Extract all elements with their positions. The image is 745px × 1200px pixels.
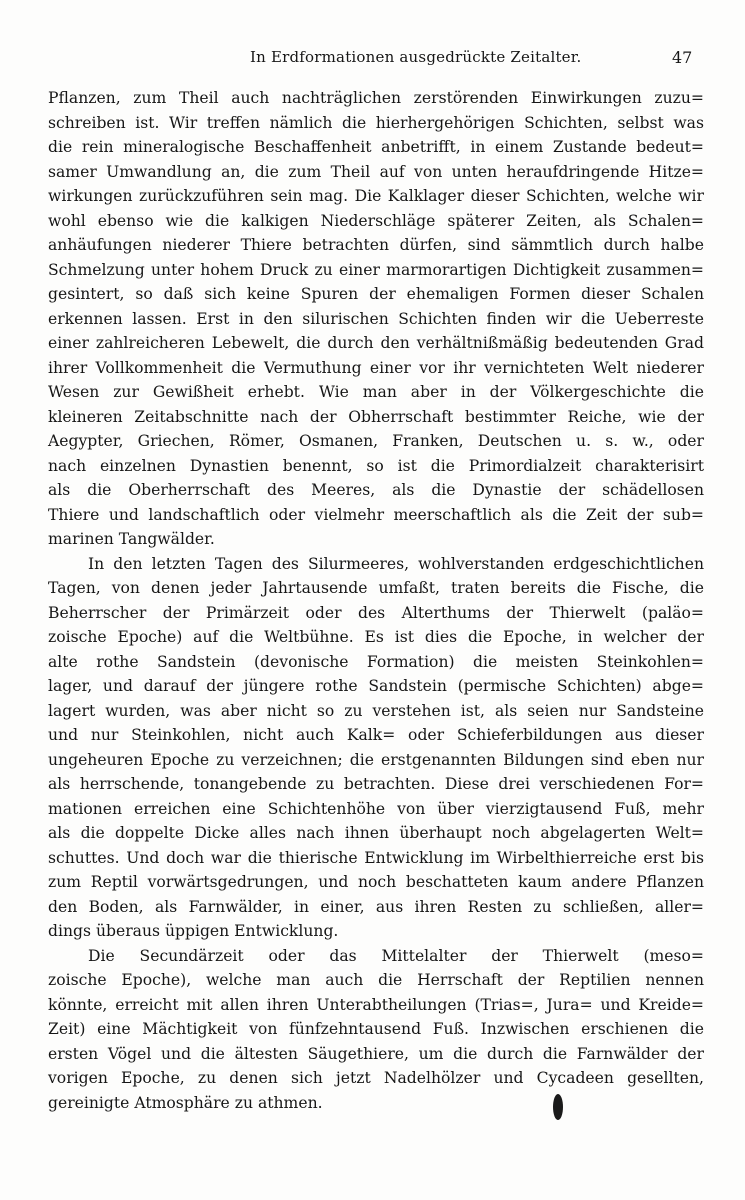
text-line: als herrschende, tonangebende zu betrachten. Diese drei verschiedenen For= — [48, 775, 704, 793]
text-line: alte rothe Sandstein (devonische Formation) die meisten Steinkohlen= — [48, 652, 704, 671]
text-line: lager, und darauf der jüngere rothe Sandstein (permische Schichten) abge= — [48, 677, 704, 695]
text-line: anhäufungen niederer Thiere betrachten dürfen, sind sämmtlich durch halbe — [48, 236, 704, 254]
text-line: Schmelzung unter hohem Druck zu einer marmorartigen Dichtigkeit zusammen= — [48, 260, 704, 279]
paragraph — [48, 552, 704, 944]
body-text — [48, 86, 704, 1115]
paragraph — [48, 944, 704, 1116]
text-line: gesintert, so daß sich keine Spuren der ehemaligen Formen dieser Schalen — [48, 285, 704, 303]
text-line: marinen Tangwälder. — [48, 530, 215, 548]
text-line: ersten Vögel und die ältesten Säugethiere, um die durch die Farnwälder der — [48, 1044, 704, 1063]
text-line: ungeheuren Epoche zu verzeichnen; die erstgenannten Bildungen sind eben nur — [48, 750, 704, 769]
running-head — [0, 48, 745, 72]
text-line: erkennen lassen. Erst in den silurischen Schichten finden wir die Ueberreste — [48, 309, 704, 328]
text-line: ihrer Vollkommenheit die Vermuthung einer vor ihr vernichteten Welt niederer — [48, 358, 704, 377]
paragraph — [48, 86, 704, 552]
text-line: Zeit) eine Mächtigkeit von fünfzehntausend Fuß. Inzwischen erschienen die — [48, 1020, 704, 1038]
text-line: Tagen, von denen jeder Jahrtausende umfaßt, traten bereits die Fische, die — [48, 579, 704, 597]
text-line: nach einzelnen Dynastien benennt, so ist die Primordialzeit charakterisirt — [48, 456, 704, 475]
text-line: als die Oberherrschaft des Meeres, als die Dynastie der schädellosen — [48, 481, 704, 499]
text-line: wirkungen zurückzuführen sein mag. Die Kalklager dieser Schichten, welche wir — [48, 187, 704, 205]
text-line: schreiben ist. Wir treffen nämlich die hierhergehörigen Schichten, selbst was — [48, 113, 704, 132]
text-line: und nur Steinkohlen, nicht auch Kalk= oder Schieferbildungen aus dieser — [48, 726, 704, 744]
text-line: die rein mineralogische Beschaffenheit anbetrifft, in einem Zustande bedeut= — [48, 138, 704, 156]
text-line: Wesen zur Gewißheit erhebt. Wie man aber in der Völkergeschichte die — [48, 383, 704, 401]
text-line: kleineren Zeitabschnitte nach der Obherrschaft bestimmter Reiche, wie der — [48, 407, 704, 426]
running-title: In Erdformationen ausgedrückte Zeitalter. — [250, 48, 582, 66]
text-line: zum Reptil vorwärtsgedrungen, und noch beschatteten kaum andere Pflanzen — [48, 873, 704, 891]
text-line: zoische Epoche) auf die Weltbühne. Es ist dies die Epoche, in welcher der — [48, 628, 704, 646]
text-line: Beherrscher der Primärzeit oder des Alterthums der Thierwelt (paläo= — [48, 603, 704, 622]
text-line: Die Secundärzeit oder das Mittelalter der Thierwelt (meso= — [88, 946, 704, 965]
ink-blot — [553, 1094, 563, 1120]
text-line: In den letzten Tagen des Silurmeeres, wohlverstanden erdgeschichtlichen — [88, 554, 704, 573]
text-line: vorigen Epoche, zu denen sich jetzt Nadelhölzer und Cycadeen gesellten, — [48, 1069, 704, 1087]
text-line: einer zahlreicheren Lebewelt, die durch den verhältnißmäßig bedeutenden Grad — [48, 334, 704, 352]
text-line: Pflanzen, zum Theil auch nachträglichen zerstörenden Einwirkungen zuzu= — [48, 89, 704, 107]
text-line: dings überaus üppigen Entwicklung. — [48, 922, 339, 940]
text-line: lagert wurden, was aber nicht so zu verstehen ist, als seien nur Sandsteine — [48, 701, 704, 720]
text-line: samer Umwandlung an, die zum Theil auf von unten heraufdringende Hitze= — [48, 162, 704, 181]
text-line: als die doppelte Dicke alles nach ihnen überhaupt noch abgelagerten Welt= — [48, 824, 704, 842]
text-line: Aegypter, Griechen, Römer, Osmanen, Franken, Deutschen u. s. w., oder — [48, 432, 704, 450]
text-line: mationen erreichen eine Schichtenhöhe von über vierzigtausend Fuß, mehr — [48, 799, 704, 818]
text-line: zoische Epoche), welche man auch die Herrschaft der Reptilien nennen — [48, 971, 704, 989]
text-line: wohl ebenso wie die kalkigen Niederschläge späterer Zeiten, als Schalen= — [48, 211, 704, 230]
text-line: könnte, erreicht mit allen ihren Unterabtheilungen (Trias=, Jura= und Kreide= — [48, 995, 704, 1014]
page-number: 47 — [672, 48, 693, 67]
text-line: den Boden, als Farnwälder, in einer, aus ihren Resten zu schließen, aller= — [48, 897, 704, 916]
text-line: gereinigte Atmosphäre zu athmen. — [48, 1093, 323, 1112]
text-line: schuttes. Und doch war die thierische Entwicklung im Wirbelthierreiche erst bis — [48, 848, 704, 867]
text-line: Thiere und landschaftlich oder vielmehr meerschaftlich als die Zeit der sub= — [48, 505, 704, 524]
